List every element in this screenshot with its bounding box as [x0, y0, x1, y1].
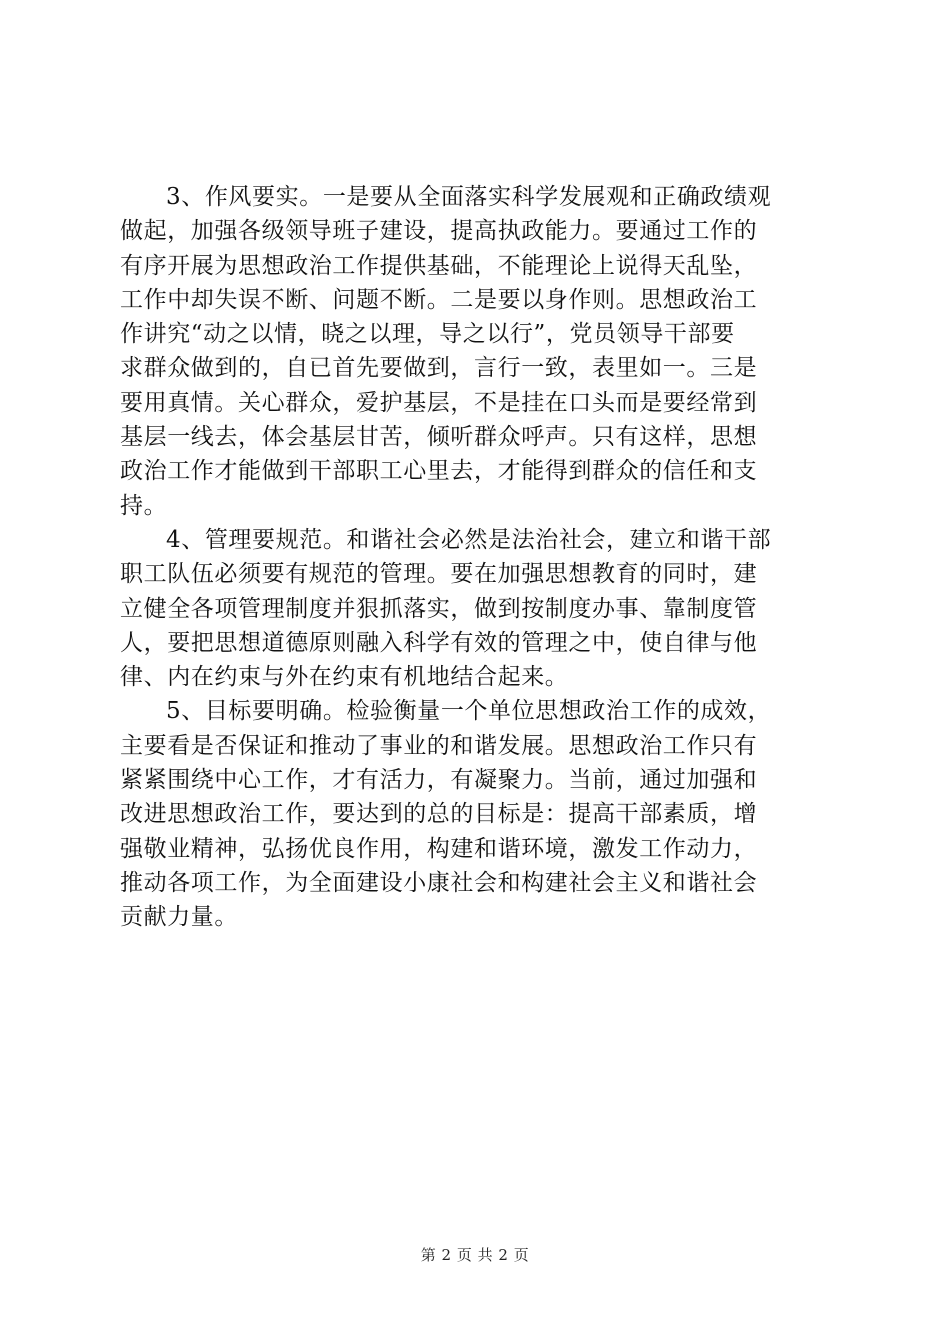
text-line: 3、作风要实。一是要从全面落实科学发展观和正确政绩观 [166, 184, 772, 210]
text-line: 强敬业精神，弘扬优良作用，构建和谐环境，激发工作动力， [120, 835, 758, 862]
text-line: 作讲究“动之以情，晓之以理，导之以行”，党员领导干部要 [120, 321, 735, 348]
text-line: 立健全各项管理制度并狠抓落实，做到按制度办事、靠制度管 [120, 595, 758, 622]
text-line: 持。 [120, 492, 168, 519]
text-line: 推动各项工作，为全面建设小康社会和构建社会主义和谐社会 [120, 869, 758, 896]
text-line: 要用真情。关心群众，爱护基层，不是挂在口头而是要经常到 [120, 389, 758, 416]
text-line: 紧紧围绕中心工作，才有活力，有凝聚力。当前，通过加强和 [120, 767, 758, 794]
text-line: 做起，加强各级领导班子建设，提高执政能力。要通过工作的 [120, 218, 758, 245]
paragraph-4-management [120, 523, 830, 694]
paragraph-3-work-style [120, 180, 830, 523]
text-line: 政治工作才能做到干部职工心里去，才能得到群众的信任和支 [120, 458, 758, 485]
page-number-footer: 第 2 页 共 2 页 [420, 1246, 530, 1264]
text-line: 求群众做到的，自已首先要做到，言行一致，表里如一。三是 [120, 355, 758, 382]
text-line: 改进思想政治工作，要达到的总的目标是：提高干部素质，增 [120, 801, 758, 828]
text-line: 律、内在约束与外在约束有机地结合起来。 [120, 664, 569, 691]
text-line: 基层一线去，体会基层甘苦，倾听群众呼声。只有这样，思想 [120, 424, 758, 451]
text-line: 有序开展为思想政治工作提供基础，不能理论上说得天乱坠， [120, 252, 758, 279]
text-line: 4、管理要规范。和谐社会必然是法治社会，建立和谐干部 [166, 526, 772, 553]
text-line: 5、目标要明确。检验衡量一个单位思想政治工作的成效， [166, 698, 772, 725]
text-line: 人，要把思想道德原则融入科学有效的管理之中，使自律与他 [120, 629, 758, 656]
paragraph-5-goals [120, 694, 830, 934]
text-line: 主要看是否保证和推动了事业的和谐发展。思想政治工作只有 [120, 732, 758, 759]
text-line: 工作中却失误不断、问题不断。二是要以身作则。思想政治工 [120, 286, 758, 313]
text-line: 贡献力量。 [120, 904, 238, 931]
document-body [120, 180, 830, 935]
text-line: 职工队伍必须要有规范的管理。要在加强思想教育的同时，建 [120, 561, 758, 588]
